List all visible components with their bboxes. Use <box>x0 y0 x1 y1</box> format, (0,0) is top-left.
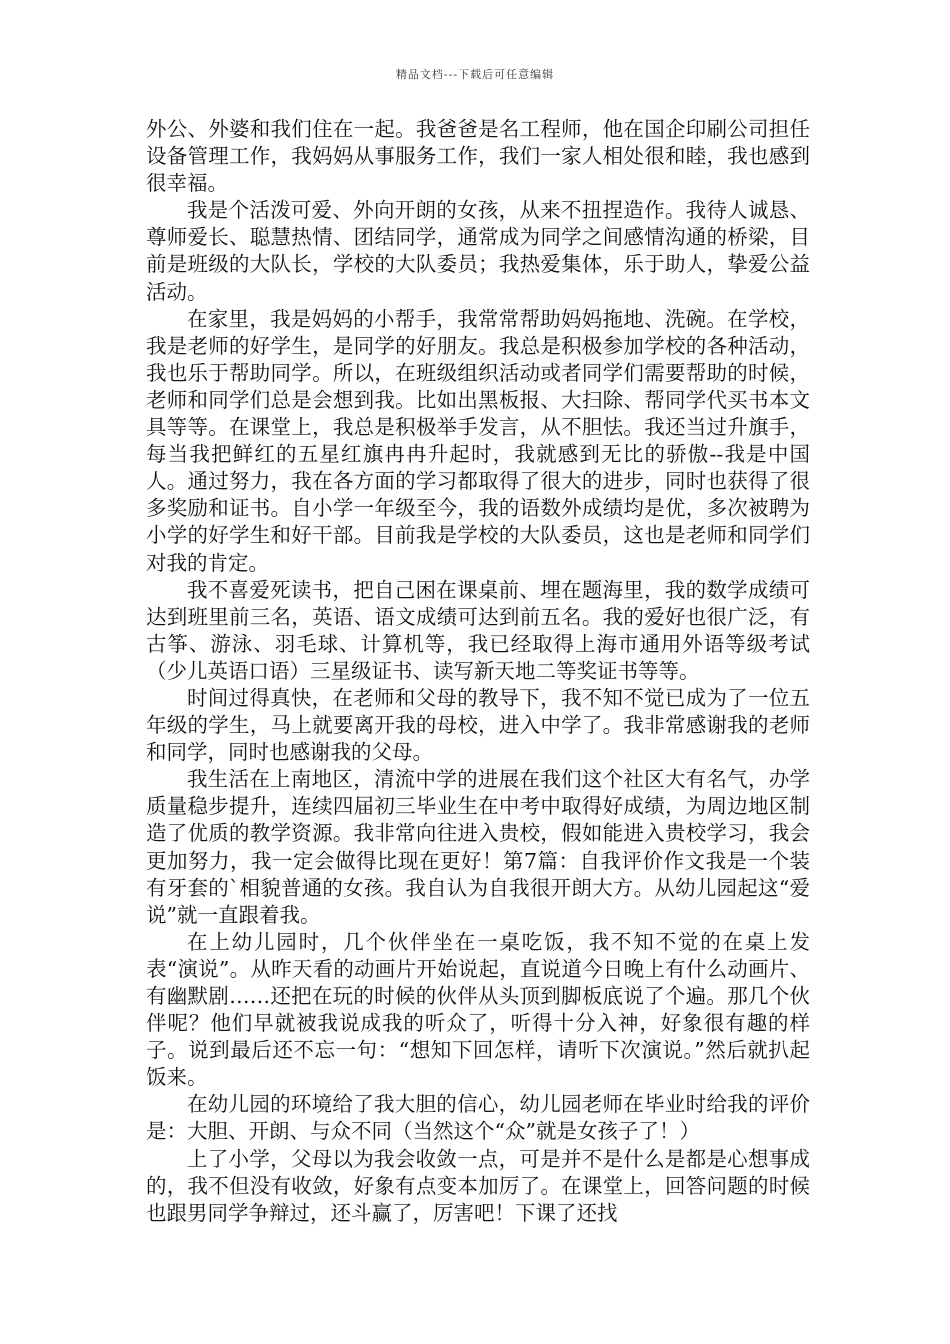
paragraph-9: 上了小学，父母以为我会收敛一点，可是并不是什么是都是心想事成的，我不但没有收敛，好象有点变本加厉了。在课堂上，回答问题的时候也跟男同学争辩过，还斗赢了，厉害吧！下课了还找 <box>146 1146 810 1225</box>
paragraph-4: 我不喜爱死读书，把自己困在课桌前、埋在题海里，我的数学成绩可达到班里前三名，英语、语文成绩可达到前五名。我的爱好也很广泛，有古筝、游泳、羽毛球、计算机等，我已经取得上海市通用外语等级考试（少儿英语口语）三星级证书、读写新天地二等奖证书等等。 <box>146 577 810 683</box>
paragraph-8: 在幼儿园的环境给了我大胆的信心，幼儿园老师在毕业时给我的评价是：大胆、开朗、与众不同（当然这个“众”就是女孩子了！） <box>146 1092 810 1144</box>
paragraph-1: 外公、外婆和我们住在一起。我爸爸是名工程师，他在国企印刷公司担任设备管理工作，我妈妈从事服务工作，我们一家人相处很和睦，我也感到很幸福。 <box>146 117 810 196</box>
paragraph-2: 我是个活泼可爱、外向开朗的女孩，从来不扭捏造作。我待人诚恳、尊师爱长、聪慧热情、团结同学，通常成为同学之间感情沟通的桥梁，目前是班级的大队长，学校的大队委员；我热爱集体，乐于助人，挚爱公益活动。 <box>146 198 810 304</box>
paragraph-6: 我生活在上南地区，清流中学的进展在我们这个社区大有名气，办学质量稳步提升，连续四届初三毕业生在中考中取得好成绩，为周边地区制造了优质的教学资源。我非常向往进入贵校，假如能进入贵校学习，我会更加努力，我一定会做得比现在更好！第7篇：自我评价作文我是一个装有牙套的`相貌普通的女孩。我自认为自我很开朗大方。从幼儿园起这“爱说”就一直跟着我。 <box>146 767 810 927</box>
paragraph-7: 在上幼儿园时，几个伙伴坐在一桌吃饭，我不知不觉的在桌上发表“演说”。从昨天看的动画片开始说起，直说道今日晚上有什么动画片、有幽默剧……还把在玩的时候的伙伴从头顶到脚板底说了个遍。那几个伙伴呢？他们早就被我说成我的听众了，听得十分入神，好象很有趣的样子。说到最后还不忘一句：“想知下回怎样，请听下次演说。”然后就扒起饭来。 <box>146 929 810 1090</box>
page-header: 精品文档---下载后可任意编辑 <box>395 68 555 81</box>
paragraph-3: 在家里，我是妈妈的小帮手，我常常帮助妈妈拖地、洗碗。在学校，我是老师的好学生，是同学的好朋友。我总是积极参加学校的各种活动，我也乐于帮助同学。所以，在班级组织活动或者同学们需要帮助的时候，老师和同学们总是会想到我。比如出黑板报、大扫除、帮同学代买书本文具等等。在课堂上，我总是积极举手发言，从不胆怯。我还当过升旗手，每当我把鲜红的五星红旗冉冉升起时，我就感到无比的骄傲--我是中国人。通过努力，我在各方面的学习都取得了很大的进步，同时也获得了很多奖励和证书。自小学一年级至今，我的语数外成绩均是优，多次被聘为小学的好学生和好干部。目前我是学校的大队委员，这也是老师和同学们对我的肯定。 <box>146 306 810 575</box>
document-body <box>146 116 810 1227</box>
paragraph-5: 时间过得真快，在老师和父母的教导下，我不知不觉已成为了一位五年级的学生，马上就要离开我的母校，进入中学了。我非常感谢我的老师和同学，同时也感谢我的父母。 <box>146 685 810 765</box>
